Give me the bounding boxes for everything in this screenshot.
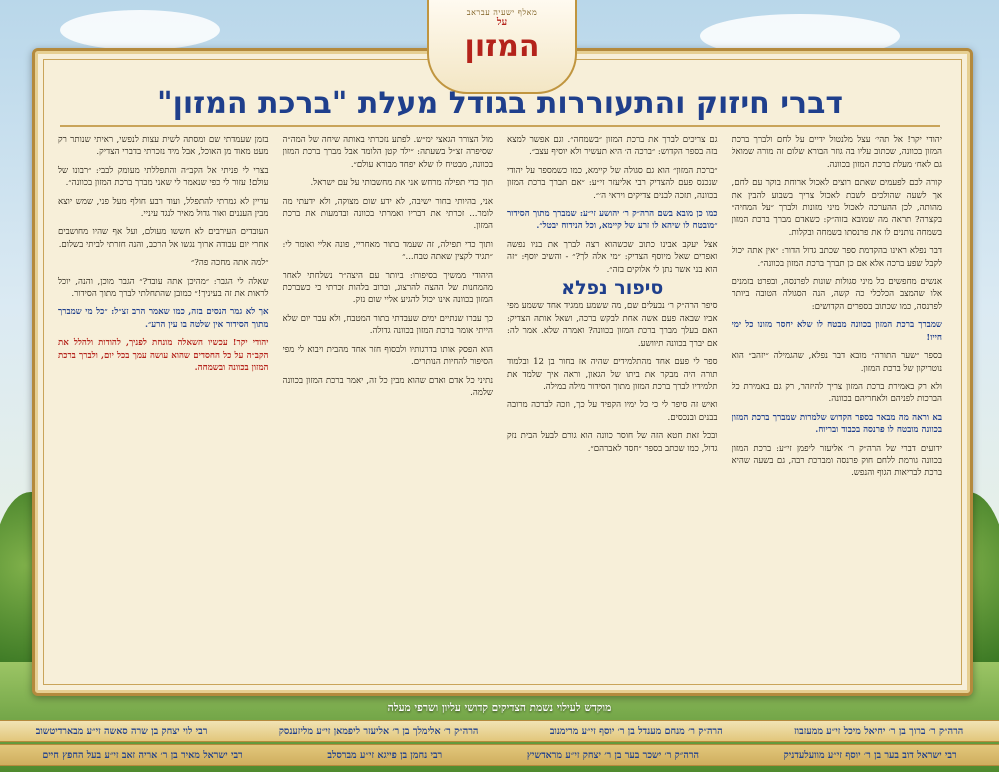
column-1 <box>732 134 943 682</box>
dedication-name: רבי ישראל דוב בער בן ר׳ יוסף זי״ע מוועלעדניק <box>783 749 957 761</box>
paragraph: בספר ״שער התורה״ מובא דבר נפלא, שהגמילה ״יזהב״ הוא נוטריקון של ברכת המזון. <box>731 351 942 374</box>
paragraph: בא וראה מה מבאר בספר הקדוש שלמרות שמברך ברכת המזון בכוונה מובטח לו פרנסה בכבוד ובריוח. <box>731 412 942 436</box>
paragraph: ולא רק באמירת ברכת המזון צריך להיזהר, רק גם באמירת כל הברכות לפניהם ולאחריהם בכוונה. <box>731 381 942 405</box>
paragraph: בצרי לי פניתי אל הקב״ה והתפללתי מעומק לבבי: ״רבונו של עולם! עזור לי כפי שנאמר לי שאני מברך ברכת המזון בכוונה״. <box>58 165 269 189</box>
paragraph: שמברך ברכת המזון בכוונה מבטח לו שלא יחסר מזונו כל ימי חייו! <box>731 320 942 343</box>
logo-word-small: על <box>496 17 508 28</box>
dedication-name: רבי נחמן בן פייגא זי״ע מברסלב <box>327 749 443 761</box>
logo-tagline: מאלף ישעיה עבראב <box>466 8 538 17</box>
page-title: דברי חיזוק והתעוררות בגודל מעלת "ברכת המזון" <box>156 86 844 121</box>
paragraph: אנשים מחפשים כל מיני סגולות שונות לפרנסה, ובפרט בזמנים אלו שהמצב הכלכלי כה קשה, הנה הסגולה הטובה ביותר לפרנסה, כמו שכתוב בספרים הקדושים: <box>731 277 942 312</box>
dedication-name: רבי ישראל מאיר בן ר׳ אריה זאב זי״ע בעל החפץ חיים <box>42 749 243 761</box>
dedication-name: רבי לוי יצחק בן שרה סאשה זי״ע מבארדיטשוב <box>35 725 208 737</box>
paragraph: עדיין לא גמרתי להתפלל, ועוד רבע חולף מעל פני, שמש יוצא מבין העננים ואור גדול מאיר לנגד עיניי. <box>58 196 269 220</box>
section-heading: סיפור נפלא <box>561 277 664 300</box>
paragraph: העובדים העירבים לא חששו מעולם, ועל אף שהיו מחושבים אחרי יום עבודה ארוך נגשו אל הרכב, והנה חזרתי לביתי בשלום. <box>58 227 269 250</box>
paragraph: מול הצורר הגאצי ימ״ש. לפתע נזכרתי באותה שיחה של המה״ה שסיפרה זצ״ל בשעתה: ״ילד קטן הלומד אבל מברך ברכת המזון בכוונה, מבטיח לו שלא יפחד מבורא עולם״. <box>282 135 493 170</box>
dedication-row-1 <box>0 720 999 742</box>
paragraph: ״ברכת המזון״ הוא גם סגולה של קיימא, כמו כשמספר על יהודי שנכנס פעם להצדיק רבי אליעזר זי״ע: ״אם תברך ברכת המזון בכוונה, תזכה לבנים צדיקים ויראי ה׳״. <box>507 165 718 201</box>
paragraph: כך עברו שנתיים ימים שעבדתי בתור המטבח, ולא עבר יום שלא הייתי אומר ברכת המזון בכוונה גדולה. <box>282 313 493 337</box>
paragraph: יהודי יקר! אל תהי׳ עצל מלנטול ידיים על לחם ולברך ברכת המזון בכוונה, שכתוב עליו בה גוזר הבורא שלום זה מורה שמואל גם לאח׳ מעלת ברכת המזון בכוונה. <box>731 135 942 170</box>
column-3 <box>283 134 494 682</box>
paragraph: היהודי ממשיך בסיפורו: ביותר עם היצה״ר נשלחתי לאחר מהמחנות של ההצה להרצוג, וברוב בלהות זכרתי כי כשברכת המזון בכוונה אינו יכול להגיע אליי שום נזק. <box>282 270 493 306</box>
paragraph: סיפר הרה״ק ר׳ נבעלים שם, מה ששמע ממגיד אחד ששמע מפי אביו שבאה פעם אשה אחת לבקש ברכה, ושאל אותה הצדיק: האם בעלך מברך ברכת המזון בכוונה? ואמרה שלא. אמר לה: אם יברך בכוונה תיוושע. <box>507 301 718 349</box>
dedication-row-2 <box>0 744 999 766</box>
paragraph: תוך כדי תפילה מרחש אני את מחשבותי על עם ישראל. <box>310 178 493 189</box>
paragraph: שאלה לי הגבר: ״מהיכן אתה עובד?״ הגבר מוכן, והנה, יוכל לראות את זה בעיניך!״ כמובן שהתחלתי לברך מתוך הסידור. <box>58 276 269 300</box>
paragraph: ידועים דברי של הרה״ק ר׳ אליעזר ליפמן זי״ע: ברכת המזון בכוונה גורמת ללחם חוק פרנסה ומברכת רבה, גם בשעה שהיא ברכת לבריאות הגוף והנפש. <box>731 443 942 479</box>
column-4 <box>58 134 269 682</box>
column-2 <box>507 134 718 682</box>
paragraph: קורה לכם לפעמים שאתם רוצים לאכול ארוחת בוקר עם לחם, אך לשעה שהולכים לשבת לאכול צריך בשבוע להבין את מהותה, לכן ההערכה לאכול מיני מזונות ולברך ״על המחיה״ בקצרה? תראה מה שמובא בזוה״ק: כשאדם מברך ברכת המזון בשמחה נותנים לו את פרנסתו בשמחה ובקלות. <box>731 178 942 238</box>
paragraph: יהודי יקר! עכשיו השאלה מונחת לפניך, להודות ולהלל את הקב״ה על כל החסדים שהוא עושה עמך בכל יום, ולברך ברכת המזון בכוונה ובשמחה. <box>58 338 269 374</box>
dedication-name: הרה״ק ר׳ ברוך בן ר׳ יחיאל מיכל זי״ע ממעזבוז <box>794 725 964 737</box>
paragraph: דבר נפלא ראינו בהקדמת ספר שכתב גדול הדור: ״אין אתה יכול לקבל שפע ברכה אלא אם כן תברך ברכת המזון בכוונה״. <box>731 246 942 269</box>
paragraph: ואיש זה סיפר לי כי כל ימיו הקפיד על כך, וזכה לברכה מרובה בבנים ובנכסים. <box>507 400 718 423</box>
paragraph: כמו כן מובא בשם הרה״ק ר׳ יהושע זי״ע: שמברך מתוך הסידור ״מובטח לו שיהא לו זרע של קיימא, וכל הנידוח יבטל״. <box>507 209 718 232</box>
paragraph: הוא הפסק אותו בדרגותיו ולבסוף חזר אחד מהבית ויבוא לי מפי הסיפור להחיות הנותרים. <box>282 344 493 368</box>
logo-word-big: המזון <box>464 29 540 64</box>
title-divider <box>60 125 940 127</box>
paragraph: ״למה אתה מחכה פה?״ <box>191 258 269 269</box>
paragraph: ספר לי פעם אחד מהתלמידים שהיה אז בחור בן 12 ובלמוד תורה היה מבקר את ביתו של הגאון, וראה איך שלמד את תלמידיו לברך ברכת המזון מתוך הסידור מילה במילה. <box>507 357 718 392</box>
logo <box>427 0 577 94</box>
dedication-name: הרה״ק ר׳ ישכר בער בן ר׳ יצחק זי״ע מראדשיץ <box>526 749 699 761</box>
article-columns <box>58 134 942 682</box>
paragraph: ותוך כדי תפילה, זה שעמד בתור מאחריי, פונה אליי ואומר לי: ״תגיד לקצין שאתה טבח...״ <box>282 239 493 263</box>
paragraph: אצל יעקב אבינו כתוב שכשהוא רצה לברך את בניו נפשה ואפרים שאל מיוסף הצדיק: ״מי אלה לך?״ - והשיב יוסף: ״זה הוא בני אשר נתן לי אלוקים בזה״. <box>507 239 718 275</box>
dedication-title: מוקדש לעילוי נשמת הצדיקים קדושי עליון ושרפי מעלה <box>387 702 612 714</box>
paragraph: אני, בהיותי בחור ישיבה, לא ידע שום מצוקה, ולא ידעתי מה לומר... זכרתי את דבריו ואמרתי בכוונה ובדמעות את ברכת המזון. <box>282 196 493 232</box>
dedication-name: הרה״ק ר׳ מנחם מענדל בן ר׳ יוסף זי״ע מרימנוב <box>549 725 723 737</box>
dedication-name: הרה״ק ר׳ אלימלך בן ר׳ אליעזר ליפמאן זי״ע מליזענסק <box>278 725 479 737</box>
paragraph: נתיני כל אדם ואדם שהוא מבין כל זה, יאמר ברכת המזון בכוונה שלמה. <box>282 375 493 398</box>
paragraph: אך לא גמר הנסים בזה, כמו שאמר הרב זצ״ל: ״כל מי שמברך מתוך הסידור אין שלטה בו עין הרע״. <box>58 307 269 330</box>
paragraph: גם צריכים לברך את ברכת המזון ״בשמחה״. וגם אפשר למצא בזה בספר הקדוש: ״ברכה ה׳ היא תעשיר ולא יוסיף עצב״. <box>507 135 718 158</box>
paragraph: ובכל זאת חטא הזה של חוסר כוונה הוא גורם לבעל הבית נזק גדול, כמו שכתב בספר ״חסד לאברהם״. <box>507 431 718 454</box>
paragraph: בזמן שעמדתי שם ומסתה לשית עצות לנפשי, ראיתי שנותר רק מעט מאוד מן האוכל, אבל מיד נזכרתי בדברי הצדיק. <box>58 135 269 158</box>
cloud <box>60 10 220 50</box>
